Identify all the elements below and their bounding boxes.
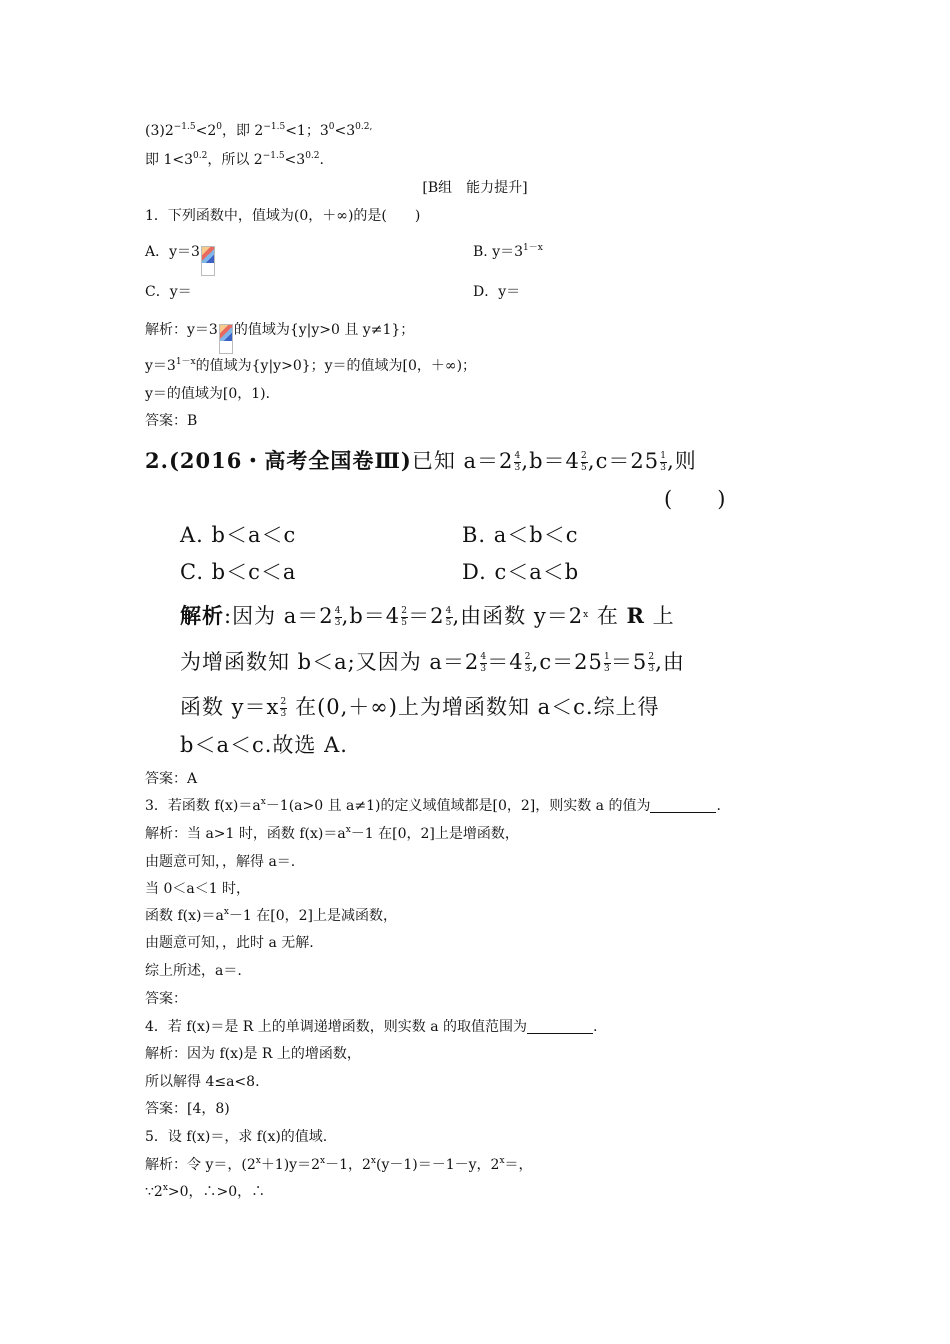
broken-image-icon bbox=[201, 246, 215, 276]
q3-analysis-6: 综上所述，a＝. bbox=[145, 963, 242, 979]
fraction: $\frac{2}{3}$ bbox=[648, 652, 656, 674]
q1-analysis-1: 解析：y＝3 的值域为{y|y>0 且 y≠1}； bbox=[145, 321, 414, 354]
q5-analysis-1: 解析：令 y＝，$(2^x+1)y=2^x-1$，$2^x(y-1)=-1-y$，$2^x=$， bbox=[145, 1156, 533, 1173]
section-header: [B组 能力提升] bbox=[422, 180, 528, 196]
q2-option-b: B. a＜b＜c bbox=[462, 523, 579, 547]
q1-stem: 1．下列函数中，值域为(0，＋∞)的是( ) bbox=[145, 208, 421, 224]
q2-option-c: C. b＜c＜a bbox=[180, 560, 297, 584]
q2-analysis-1: 解析:因为 a＝2 $\frac{4}{3}$ ,b＝4 $\frac{2}{5}$ ＝2 $\frac{4}{5}$ ,由函数 $y=2^x$ 在 R 上 bbox=[180, 603, 675, 628]
q3-stem: 3．若函数 $f(x)=a^x-1(a>0$ 且 a≠1)的定义域值域都是[0，2]，则实数 a 的值为 . bbox=[145, 797, 721, 814]
q4-analysis-1: 解析：因为 f(x)是 R 上的增函数， bbox=[145, 1046, 361, 1062]
q1-option-a: A．y＝3 bbox=[145, 243, 216, 276]
q2-answer: 答案：A bbox=[145, 771, 198, 787]
fraction: $\frac{2}{3}$ bbox=[524, 652, 532, 674]
prev-answer-line-1: $(3)2^{-1.5}<2^0$，即 $2^{-1.5}<1$；$3^0<3^{0.2,}$ bbox=[145, 122, 373, 139]
q4-answer: 答案：[4，8) bbox=[145, 1101, 230, 1117]
fraction: $\frac{2}{5}$ bbox=[401, 606, 408, 628]
q2-option-d: D. c＜a＜b bbox=[462, 560, 580, 584]
q1-option-b: B. $y=3^{1-x}$ bbox=[473, 243, 543, 260]
q3-analysis-3: 当 0＜a＜1 时， bbox=[145, 881, 251, 897]
q1-option-c: C．y＝ bbox=[145, 284, 192, 300]
broken-image-icon bbox=[219, 324, 233, 354]
q1-analysis-2: $y=3^{1-x}$的值域为{y|y>0}；y＝的值域为[0，＋∞)； bbox=[145, 357, 477, 374]
answer-blank bbox=[650, 798, 716, 813]
fraction: $\frac{1}{3}$ bbox=[660, 451, 667, 473]
q2-answer-paren: ( ) bbox=[664, 487, 727, 511]
q2-stem: 2.(2016・高考全国卷Ⅲ)已知 a＝2 $\frac{4}{3}$ ,b＝4 $\frac{2}{5}$ ,c＝25 $\frac{1}{3}$ ,则 bbox=[145, 448, 697, 473]
q3-analysis-5: 由题意可知，，此时 a 无解. bbox=[145, 935, 314, 951]
q4-analysis-2: 所以解得 4≤a<8. bbox=[145, 1074, 260, 1090]
q2-analysis-3: 函数 y＝x $\frac{2}{3}$ 在(0,＋∞)上为增函数知 a＜c.综上得 bbox=[180, 695, 660, 719]
q3-analysis-4: 函数 $f(x)=a^x-1$ 在[0，2]上是减函数， bbox=[145, 907, 397, 924]
q2-analysis-2: 为增函数知 b＜a;又因为 a＝2 $\frac{4}{3}$ ＝4 $\frac{2}{3}$ ,c＝25 $\frac{1}{3}$ ＝5 $\frac{2}{3}$ ,由 bbox=[180, 650, 685, 674]
q1-option-d: D．y＝ bbox=[473, 284, 521, 300]
fraction: $\frac{4}{3}$ bbox=[514, 451, 522, 473]
q1-answer: 答案：B bbox=[145, 413, 198, 429]
q3-analysis-2: 由题意可知，，解得 a＝. bbox=[145, 854, 296, 870]
fraction: $\frac{4}{5}$ bbox=[445, 606, 453, 628]
answer-blank bbox=[527, 1019, 593, 1034]
q2-analysis-4: b＜a＜c.故选 A. bbox=[180, 733, 348, 757]
prev-answer-line-2: 即 $1<3^{0.2}$，所以 $2^{-1.5}<3^{0.2}$. bbox=[145, 151, 324, 168]
fraction: $\frac{4}{3}$ bbox=[334, 606, 342, 628]
fraction: $\frac{4}{3}$ bbox=[480, 652, 488, 674]
q2-option-a: A. b＜a＜c bbox=[180, 523, 297, 547]
fraction: $\frac{2}{3}$ bbox=[280, 697, 288, 719]
q5-analysis-2: $\because 2^x>0$，∴>0，∴ bbox=[145, 1183, 266, 1200]
q4-stem: 4．若 f(x)＝是 R 上的单调递增函数，则实数 a 的取值范围为 . bbox=[145, 1019, 598, 1035]
q3-analysis-1: 解析：当 a>1 时，函数 $f(x)=a^x-1$ 在[0，2]上是增函数， bbox=[145, 825, 519, 842]
fraction: $\frac{1}{3}$ bbox=[603, 652, 611, 674]
q3-answer: 答案： bbox=[145, 991, 187, 1007]
q1-analysis-3: y＝的值域为[0，1)． bbox=[145, 386, 280, 402]
fraction: $\frac{2}{5}$ bbox=[581, 451, 588, 473]
q5-stem: 5．设 f(x)＝，求 f(x)的值域. bbox=[145, 1129, 328, 1145]
